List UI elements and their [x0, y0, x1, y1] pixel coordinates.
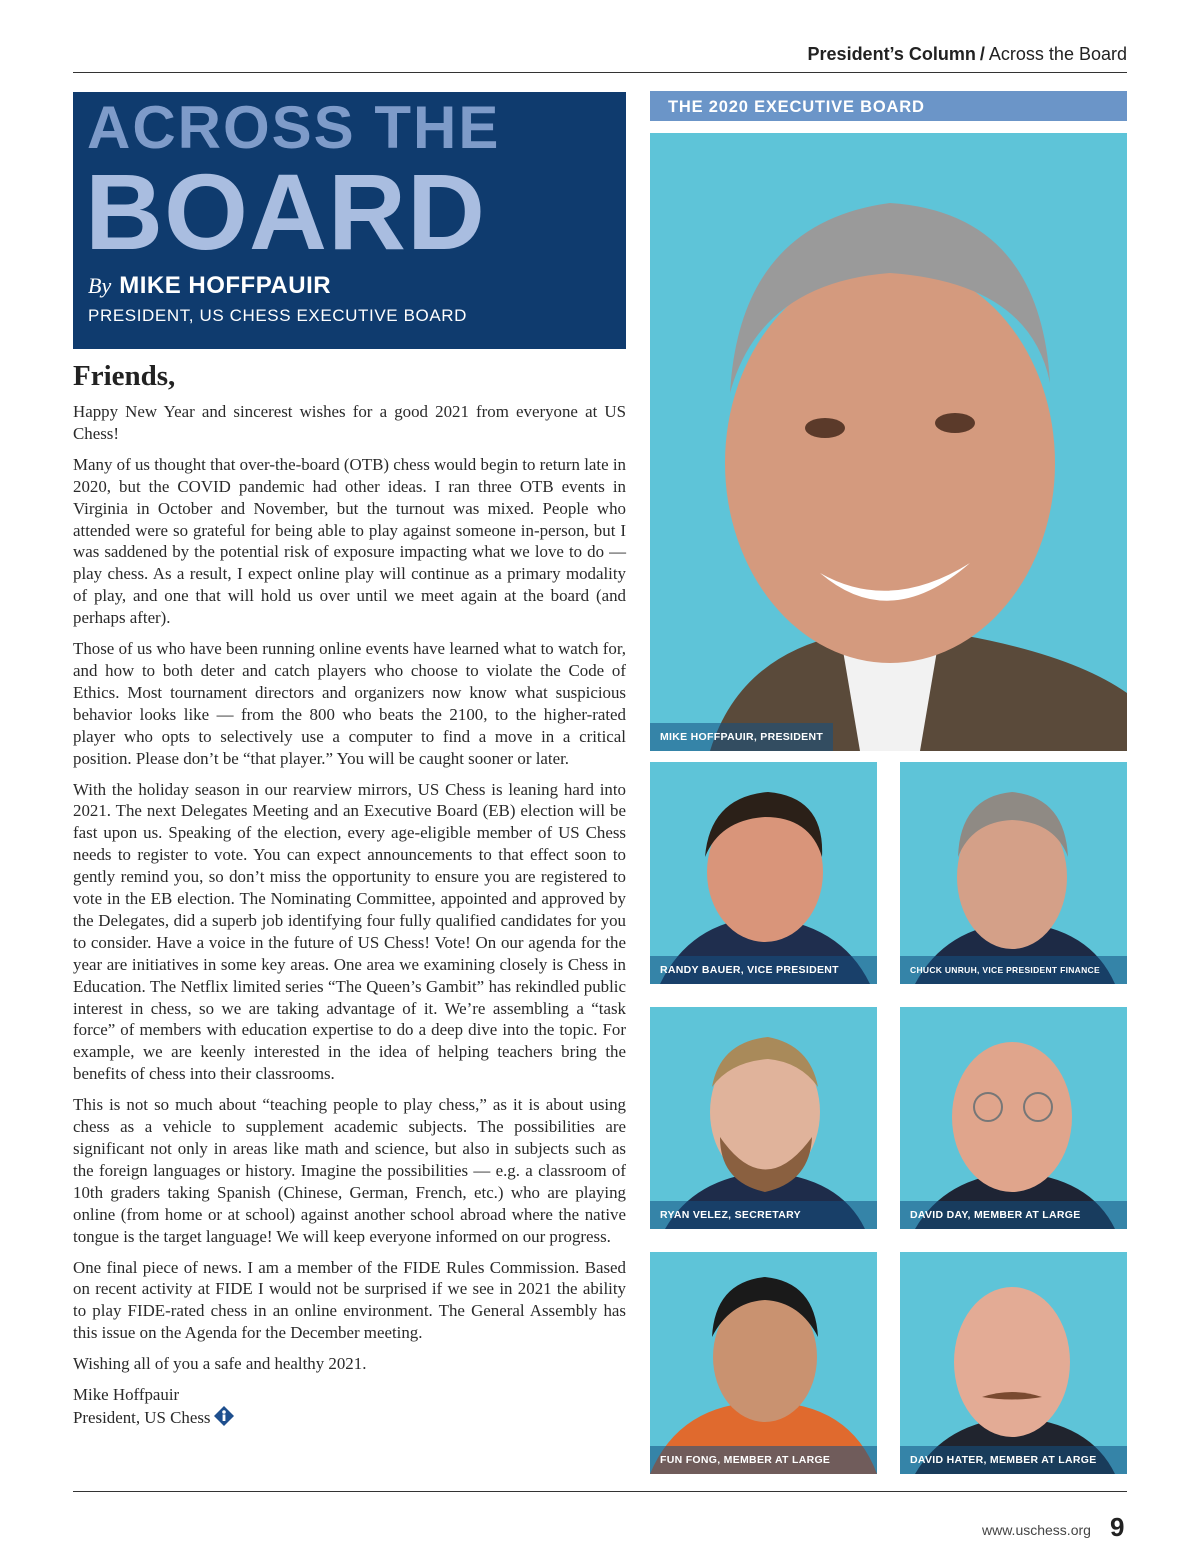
- byline: [88, 272, 331, 300]
- top-rule: [73, 72, 1127, 73]
- author-role: PRESIDENT, US CHESS EXECUTIVE BOARD: [88, 306, 468, 325]
- paragraph: Many of us thought that over-the-board (OTB) chess would begin to return late in 2020, but the COVID pandemic had other ideas. I ran three OTB events in Virginia in October and November, but the turnout was mixed. People who attended were so grateful for being able to play against someone in-person, but I was saddened by the potential risk of exposure impacting what we love to do — play chess. As a result, I expect online play will continue as a primary modality of play, and one that will hold us over until we meet again at the board (and perhaps after).: [73, 454, 626, 628]
- author-name: MIKE HOFFPAUIR: [119, 272, 332, 299]
- article-greeting: Friends,: [73, 360, 176, 392]
- portrait-image: [900, 1007, 1127, 1229]
- portrait-image: [650, 133, 1127, 751]
- member-caption: DAVID DAY, MEMBER AT LARGE: [900, 1201, 1127, 1229]
- member-photo-president: [650, 133, 1127, 751]
- member-photo-at-large-day: [900, 1007, 1127, 1229]
- member-caption: RYAN VELEZ, SECRETARY: [650, 1201, 877, 1229]
- member-photo-vp: [650, 762, 877, 984]
- running-header: [808, 44, 1127, 65]
- board-section-header: THE 2020 EXECUTIVE BOARD: [650, 91, 1127, 121]
- footer-url: www.uschess.org: [982, 1522, 1091, 1538]
- title-line-1: ACROSS THE: [87, 94, 501, 161]
- member-caption: MIKE HOFFPAUIR, PRESIDENT: [650, 723, 833, 751]
- portrait-image: [900, 762, 1127, 984]
- column-name: Across the Board: [988, 44, 1127, 64]
- column-title-block: [73, 92, 626, 349]
- signature-name: Mike Hoffpauir: [73, 1385, 180, 1405]
- page-number: 9: [1110, 1512, 1125, 1542]
- signoff: [73, 1384, 626, 1429]
- member-photo-at-large-hater: [900, 1252, 1127, 1474]
- us-chess-logo-icon: [214, 1406, 234, 1426]
- member-caption: RANDY BAUER, VICE PRESIDENT: [650, 956, 877, 984]
- portrait-image: [650, 762, 877, 984]
- byline-prefix: By: [88, 273, 112, 298]
- member-caption: FUN FONG, MEMBER AT LARGE: [650, 1446, 877, 1474]
- portrait-image: [650, 1252, 877, 1474]
- paragraph: Wishing all of you a safe and healthy 2021.: [73, 1354, 367, 1374]
- member-caption: CHUCK UNRUH, VICE PRESIDENT FINANCE: [900, 956, 1127, 984]
- paragraph: Happy New Year and sincerest wishes for a good 2021 from everyone at US Chess!: [73, 402, 626, 443]
- paragraph: One final piece of news. I am a member of the FIDE Rules Commission. Based on recent activity at FIDE I would not be surprised if we see in 2021 the ability to play FIDE-rated chess in an online environment. The General Assembly has this issue on the Agenda for the December meeting.: [73, 1257, 626, 1343]
- portrait-image: [650, 1007, 877, 1229]
- section-name: President’s Column: [807, 44, 976, 64]
- paragraph: With the holiday season in our rearview mirrors, US Chess is leaning hard into 2021. The next Delegates Meeting and an Executive Board (EB) election will be fast upon us. Speaking of the election, every age-eligible member of US Chess needs to register to vote. You can expect announcements to that effect soon to gently remind you, so don’t miss the opportunity to ensure you are registered to vote in the EB election. The Nominating Committee, appointed and approved by the Delegates, did a superb job identifying four fully qualified candidates for you to consider. Have a voice in the future of US Chess! Vote! On our agenda for the year are initiatives in some key areas. One area we examining closely is Chess in Education. The Netflix limited series “The Queen’s Gambit” has rekindled public interest in chess, so we are taking advantage of it. We’re assembling a “task force” of members with education expertise to do a deep dive into the topic. For example, we are keenly interested in the idea of helping teachers bring the benefits of chess into their classrooms.: [73, 779, 626, 1084]
- paragraph: Those of us who have been running online events have learned what to watch for, and how to both deter and catch players who choose to violate the Code of Ethics. Most tournament directors and organizers now know what suspicious behavior looks like — from the 800 who beats the 2100, to the higher-rated player who opts to selectively use a computer to find a move in a critical position. Please don’t be “that player.” You will be caught sooner or later.: [73, 639, 626, 768]
- header-separator: /: [979, 44, 985, 64]
- member-caption: DAVID HATER, MEMBER AT LARGE: [900, 1446, 1127, 1474]
- member-photo-vp-finance: [900, 762, 1127, 984]
- article-body: [73, 360, 626, 1429]
- member-photo-secretary: [650, 1007, 877, 1229]
- paragraph: This is not so much about “teaching people to play chess,” as it is about using chess as a vehicle to supplement academic subjects. The possibilities are significant not only in areas like math and science, but also in subjects such as the foreign languages or history. Imagine the possibilities — e.g. a classroom of 10th graders taking Spanish (Chinese, German, French, etc.) who are playing online (from home or at school) against another school abroad where the native tongue is the target language! We will keep everyone informed on our progress.: [73, 1095, 626, 1246]
- portrait-image: [900, 1252, 1127, 1474]
- title-line-2: BOARD: [85, 151, 486, 272]
- signature-title-line: [73, 1406, 626, 1429]
- member-photo-at-large-fong: [650, 1252, 877, 1474]
- bottom-rule: [73, 1491, 1127, 1492]
- signature-title: President, US Chess: [73, 1408, 211, 1428]
